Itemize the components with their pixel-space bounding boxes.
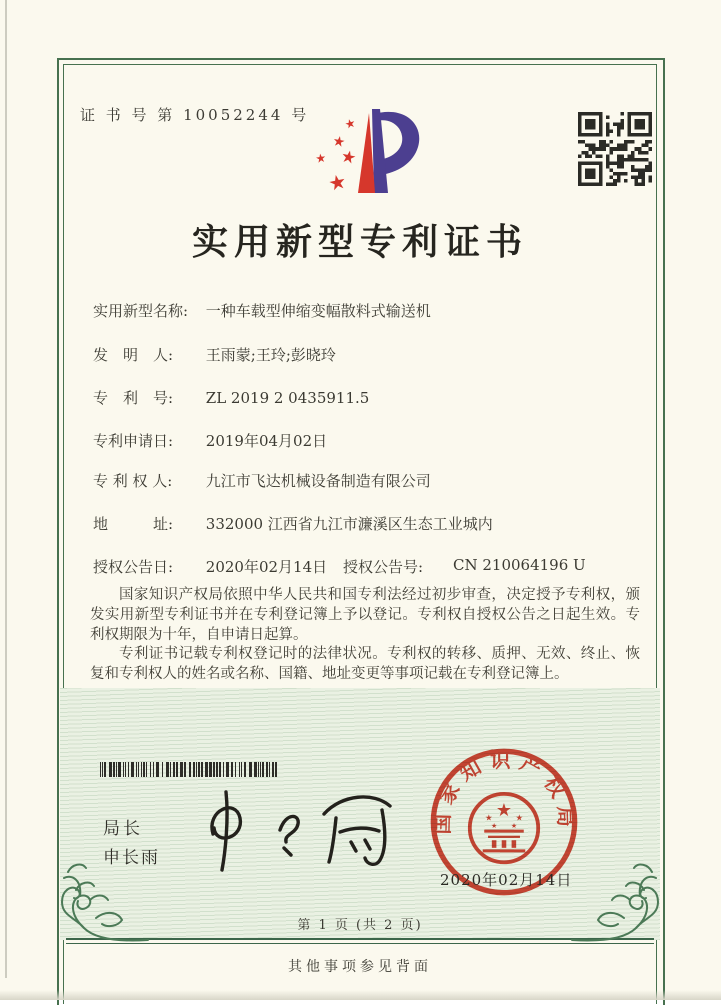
panel-bottom-line (66, 938, 654, 940)
field-row (93, 430, 327, 451)
barcode-icon (100, 762, 280, 777)
svg-text:★: ★ (314, 150, 328, 166)
legal-paragraph-1: 国家知识产权局依照中华人民共和国专利法经过初步审查，决定授予专利权，颁发实用新型专利证书并在专利登记簿上予以登记。专利权自授权公告之日起生效。专利权期限为十年，自申请日起算。 (90, 587, 640, 643)
grant-date-label: 授权公告日: (93, 558, 174, 576)
grant-number-value: CN 210064196 U (453, 556, 586, 574)
grant-number-label: 授权公告号: (343, 558, 424, 576)
national-emblem-icon (470, 794, 538, 862)
legal-text (90, 586, 640, 685)
svg-text:★: ★ (491, 822, 498, 831)
svg-text:★: ★ (510, 822, 517, 831)
field-label: 实用新型名称: (93, 302, 189, 320)
cnipa-logo-icon (312, 103, 430, 197)
field-value: 332000 江西省九江市濂溪区生态工业城内 (205, 515, 493, 533)
field-row (93, 300, 431, 321)
certificate-number: 证 书 号 第 10052244 号 (80, 106, 310, 124)
field-row (93, 470, 431, 491)
field-value: ZL 2019 2 0435911.5 (205, 389, 370, 407)
qr-code-icon (578, 112, 652, 186)
field-value: 王雨蒙;王玲;彭晓玲 (205, 346, 336, 364)
page-footer: 第 1 页 (共 2 页) (297, 918, 423, 933)
svg-text:★: ★ (326, 168, 349, 196)
seal-date: 2020年02月14日 (440, 871, 573, 889)
field-row (93, 387, 369, 408)
signer-title: 局长 (103, 819, 143, 839)
svg-text:★: ★ (495, 799, 513, 821)
legal-paragraph-2: 专利证书记载专利权登记时的法律状况。专利权的转移、质押、无效、终止、恢复和专利权人的姓名或名称、国籍、地址变更等事项记载在专利登记簿上。 (90, 646, 640, 683)
field-label: 专利申请日: (93, 432, 174, 450)
field-value: 一种车载型伸缩变幅散料式输送机 (205, 302, 431, 320)
svg-text:国家知识产权局 (430, 748, 578, 835)
grant-row (93, 556, 638, 577)
svg-text:★: ★ (338, 146, 359, 170)
field-label: 发 明 人: (93, 346, 174, 364)
field-label: 专 利 号: (93, 389, 174, 407)
field-value: 2019年04月02日 (205, 432, 328, 450)
svg-text:★: ★ (343, 115, 358, 132)
field-label: 地 址: (93, 515, 174, 533)
panel-bottom-line-thin (66, 943, 654, 944)
svg-text:★: ★ (515, 812, 523, 823)
signature-icon (188, 782, 398, 874)
photo-edge (5, 0, 7, 978)
certificate-title: 实用新型专利证书 (191, 221, 528, 263)
field-row (93, 513, 493, 534)
svg-text:★: ★ (485, 812, 493, 823)
back-note: 其他事项参见背面 (288, 959, 432, 975)
field-value: 九江市飞达机械设备制造有限公司 (205, 472, 431, 490)
seal-text: 国家知识产权局 (429, 748, 579, 835)
photo-edge-bottom (0, 990, 721, 1000)
field-label: 专 利 权 人: (93, 472, 173, 490)
grant-date-value: 2020年02月14日 (205, 558, 328, 576)
field-row (93, 344, 336, 365)
svg-text:★: ★ (331, 133, 347, 152)
signer-name: 申长雨 (103, 848, 160, 868)
